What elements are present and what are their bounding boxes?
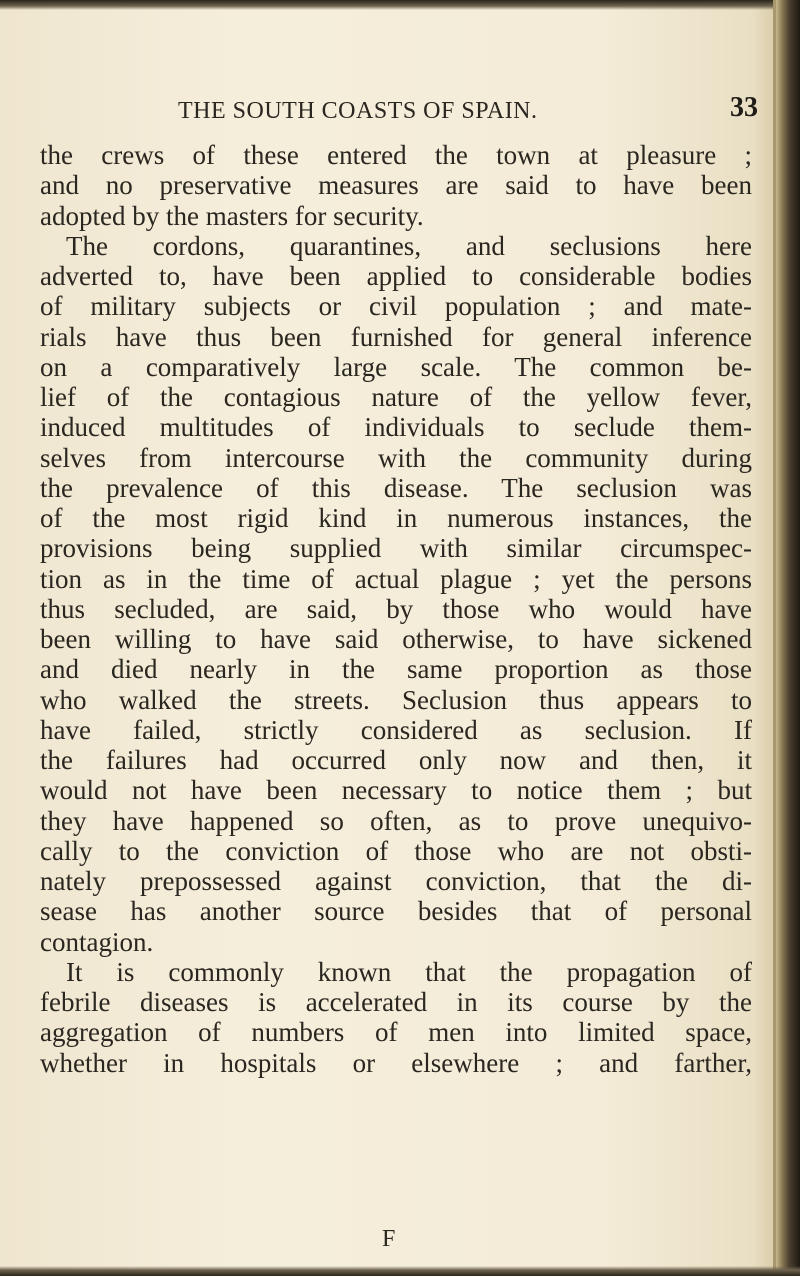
text-line: It is commonly known that the propagation of [66,956,752,987]
text-line: rials have thus been furnished for general inference [40,321,752,352]
text-line: have failed, strictly considered as seclusion. If [40,714,752,745]
text-line: sease has another source besides that of personal [40,896,752,927]
text-line: adopted by the masters for security. [40,200,424,231]
text-line: selves from intercourse with the community during [40,442,752,473]
text-line: nately prepossessed against conviction, that the di- [40,866,752,896]
text-line: lief of the contagious nature of the yellow fever, [40,382,752,412]
text-line: the prevalence of this disease. The seclusion was [40,472,752,503]
text-line: provisions being supplied with similar circumspec- [40,533,752,564]
text-line: and died nearly in the same proportion as those [40,654,752,685]
book-spine-shadow [776,0,800,1276]
text-line: the failures had occurred only now and then, it [40,745,752,775]
signature-mark: F [382,1226,396,1252]
text-line: cally to the conviction of those who are not obsti- [40,835,752,866]
text-line: on a comparatively large scale. The common be- [40,351,752,382]
text-line: been willing to have said otherwise, to have sickened [40,624,752,654]
text-line: of the most rigid kind in numerous instances, the [40,503,752,533]
text-line: The cordons, quarantines, and seclusions here [66,230,752,261]
text-line: febrile diseases is accelerated in its course by the [40,987,752,1017]
text-line: of military subjects or civil population ; and mate- [40,291,752,322]
text-line: whether in hospitals or elsewhere ; and farther, [40,1047,752,1078]
page-bottom-shadow [0,1266,800,1276]
text-line: induced multitudes of individuals to seclude them- [40,412,752,443]
text-line: and no preservative measures are said to have been [40,170,752,201]
text-line: the crews of these entered the town at pleasure ; [40,140,752,170]
body-text [40,140,752,1078]
text-line: adverted to, have been applied to considerable bodies [40,261,752,291]
running-head: THE SOUTH COASTS OF SPAIN. [178,98,538,124]
text-line: who walked the streets. Seclusion thus appears to [40,684,752,715]
text-line: would not have been necessary to notice them ; but [40,775,752,806]
text-line: tion as in the time of actual plague ; yet the persons [40,563,752,594]
text-line: aggregation of numbers of men into limited space, [40,1017,752,1048]
text-line: they have happened so often, as to prove unequivo- [40,805,752,836]
page-number: 33 [730,92,758,123]
text-line: contagion. [40,926,154,957]
text-line: thus secluded, are said, by those who would have [40,593,752,624]
page-top-shadow [0,0,800,10]
